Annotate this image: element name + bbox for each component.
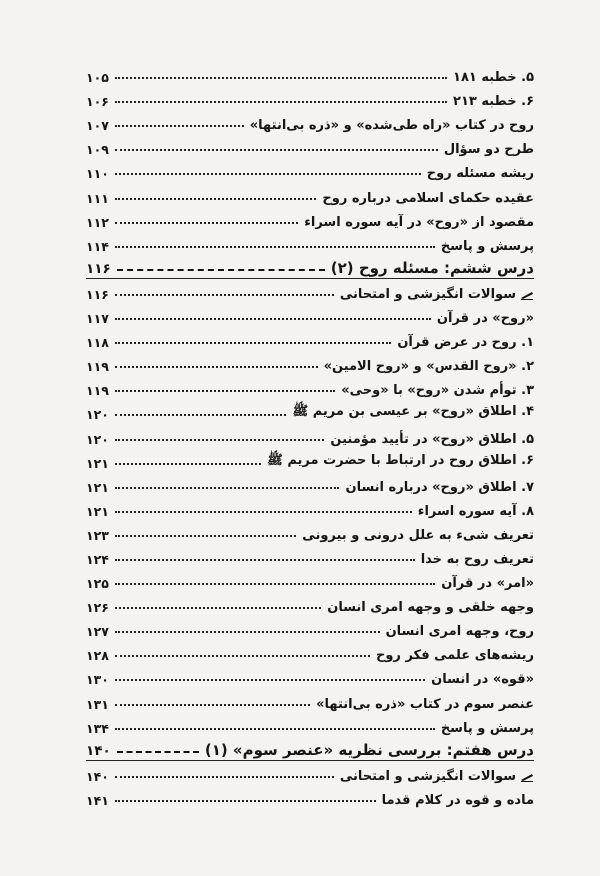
dot-leader bbox=[115, 439, 325, 441]
toc-entry bbox=[86, 279, 534, 303]
toc-entry bbox=[86, 448, 534, 472]
toc-page-number: ۱۱۸ bbox=[86, 335, 109, 351]
dot-leader bbox=[115, 390, 335, 392]
dot-leader bbox=[115, 511, 412, 513]
toc-entry bbox=[86, 231, 534, 255]
toc-entry-title: ۸. آیه سوره اسراء bbox=[417, 503, 534, 519]
toc-page-number: ۱۲۰ bbox=[86, 431, 109, 447]
toc-entry-title: ریشه‌های علمی فکر روح bbox=[375, 648, 534, 664]
dot-leader bbox=[115, 800, 376, 802]
toc-entry-title: درس ششم: مسئله روح (۲) bbox=[330, 258, 534, 277]
toc-page-number: ۱۲۱ bbox=[86, 455, 109, 471]
pen-note-icon bbox=[520, 289, 534, 299]
toc-page-number: ۱۱۶ bbox=[86, 260, 111, 277]
dot-leader bbox=[115, 198, 317, 200]
toc-entry-title: ریشه مسئله روح bbox=[426, 166, 534, 182]
toc-entry-title: ۶. اطلاق روح در ارتباط با حضرت مریم ﷺ bbox=[267, 452, 534, 468]
toc-page-number: ۱۱۶ bbox=[86, 286, 109, 302]
toc-page-number: ۱۰۷ bbox=[86, 118, 109, 134]
dot-leader bbox=[115, 318, 431, 320]
dot-leader bbox=[115, 776, 334, 778]
toc-entry bbox=[86, 327, 534, 351]
toc-entry-title: «روح» در قرآن bbox=[436, 311, 534, 327]
toc-entry bbox=[86, 207, 534, 231]
dot-leader bbox=[115, 77, 447, 79]
dot-leader bbox=[115, 679, 425, 681]
toc-entry-title: درس هفتم: بررسی نظریه «عنصر سوم» (۱) bbox=[204, 740, 534, 759]
toc-chapter-heading bbox=[86, 255, 534, 279]
toc-entry bbox=[86, 86, 534, 110]
toc-page-number: ۱۴۱ bbox=[86, 792, 109, 808]
toc-entry bbox=[86, 544, 534, 568]
toc-entry bbox=[86, 399, 534, 423]
toc-entry-title: وجهه خلقی و وجهه امری انسان bbox=[327, 600, 534, 616]
dot-leader bbox=[115, 125, 244, 127]
dot-leader bbox=[115, 728, 435, 730]
toc-entry-title: روح، وجهه امری انسان bbox=[385, 624, 534, 640]
toc-page-number: ۱۱۴ bbox=[86, 238, 109, 254]
dot-leader bbox=[115, 173, 421, 175]
toc-page-number: ۱۰۹ bbox=[86, 142, 109, 158]
toc-entry-title bbox=[340, 769, 534, 784]
toc-page-number: ۱۳۰ bbox=[86, 672, 109, 688]
toc-entry bbox=[86, 158, 534, 182]
dot-leader bbox=[115, 414, 287, 416]
dot-leader bbox=[115, 366, 318, 368]
toc-page-number: ۱۳۴ bbox=[86, 720, 109, 736]
toc-entry-title: روح در کتاب «راه طی‌شده» و «ذره بی‌انتها» bbox=[249, 118, 534, 134]
toc-entry-title: مقصود از «روح» در آیه سوره اسراء bbox=[304, 214, 534, 230]
toc-page-number: ۱۴۰ bbox=[86, 768, 109, 784]
dot-leader bbox=[115, 704, 310, 706]
table-of-contents bbox=[86, 62, 534, 809]
toc-page-number: ۱۲۳ bbox=[86, 527, 109, 543]
toc-entry bbox=[86, 496, 534, 520]
toc-page-number: ۱۲۸ bbox=[86, 648, 109, 664]
dot-leader bbox=[115, 607, 321, 609]
dot-leader bbox=[115, 535, 296, 537]
toc-entry-title: «امر» در قرآن bbox=[441, 576, 534, 592]
dot-leader bbox=[115, 655, 370, 657]
toc-page-number: ۱۱۷ bbox=[86, 311, 109, 327]
dot-leader bbox=[117, 751, 199, 753]
dot-leader bbox=[115, 487, 340, 489]
dot-leader bbox=[115, 559, 415, 561]
dot-leader bbox=[115, 101, 447, 103]
toc-page-number: ۱۲۴ bbox=[86, 551, 109, 567]
dot-leader bbox=[115, 631, 380, 633]
toc-entry-title: ماده و قوه در کلام قدما bbox=[381, 792, 534, 808]
toc-entry bbox=[86, 713, 534, 737]
toc-entry bbox=[86, 616, 534, 640]
toc-entry bbox=[86, 640, 534, 664]
toc-entry bbox=[86, 110, 534, 134]
pen-note-icon bbox=[520, 771, 534, 781]
toc-entry bbox=[86, 761, 534, 785]
toc-page-number: ۱۳۱ bbox=[86, 696, 109, 712]
toc-page-number: ۱۲۵ bbox=[86, 576, 109, 592]
toc-page-number: ۱۲۰ bbox=[86, 407, 109, 423]
dot-leader bbox=[115, 463, 261, 465]
dot-leader bbox=[115, 583, 435, 585]
toc-entry bbox=[86, 134, 534, 158]
toc-page-number: ۱۲۶ bbox=[86, 600, 109, 616]
toc-entry-title: ۳. توأم شدن «روح» با «وحی» bbox=[341, 383, 534, 399]
toc-entry-title: ۷. اطلاق «روح» درباره انسان bbox=[345, 479, 534, 495]
dot-leader bbox=[115, 342, 391, 344]
toc-entry-title: پرسش و پاسخ bbox=[440, 720, 534, 736]
toc-entry-title: تعریف روح به خدا bbox=[420, 551, 534, 567]
dot-leader bbox=[115, 222, 298, 224]
toc-entry bbox=[86, 592, 534, 616]
toc-entry bbox=[86, 351, 534, 375]
toc-page-number: ۱۰۶ bbox=[86, 94, 109, 110]
toc-entry bbox=[86, 62, 534, 86]
toc-page-number: ۱۲۷ bbox=[86, 624, 109, 640]
toc-entry bbox=[86, 520, 534, 544]
toc-page-number: ۱۱۹ bbox=[86, 383, 109, 399]
toc-entry bbox=[86, 182, 534, 206]
toc-entry-title: ۴. اطلاق «روح» بر عیسی بن مریم ﷺ bbox=[292, 404, 534, 420]
toc-entry-title: ۵. خطبه ۱۸۱ bbox=[453, 70, 534, 86]
toc-entry-title: تعریف شیء به علل درونی و بیرونی bbox=[302, 527, 534, 543]
toc-entry-title: پرسش و پاسخ bbox=[440, 238, 534, 254]
toc-entry bbox=[86, 664, 534, 688]
toc-entry-title: ۱. روح در عرض قرآن bbox=[397, 335, 534, 351]
toc-entry bbox=[86, 688, 534, 712]
toc-entry-title: طرح دو سؤال bbox=[443, 142, 534, 158]
toc-page-number: ۱۱۹ bbox=[86, 359, 109, 375]
dot-leader bbox=[115, 149, 438, 151]
toc-entry-title bbox=[340, 287, 534, 302]
toc-page-number: ۱۲۱ bbox=[86, 503, 109, 519]
toc-page-number: ۱۱۱ bbox=[86, 190, 109, 206]
toc-entry bbox=[86, 472, 534, 496]
toc-page-number: ۱۰۵ bbox=[86, 70, 109, 86]
toc-entry bbox=[86, 423, 534, 447]
toc-entry-title: عنصر سوم در کتاب «ذره بی‌انتها» bbox=[316, 696, 534, 712]
toc-entry bbox=[86, 785, 534, 809]
toc-page-number: ۱۲۱ bbox=[86, 479, 109, 495]
toc-entry-title: عقیده حکمای اسلامی درباره روح bbox=[322, 190, 534, 206]
dot-leader bbox=[115, 294, 334, 296]
toc-entry bbox=[86, 303, 534, 327]
toc-page-number: ۱۱۲ bbox=[86, 214, 109, 230]
toc-entry bbox=[86, 375, 534, 399]
toc-entry-title: ۶. خطبه ۲۱۳ bbox=[453, 94, 534, 110]
toc-page-number: ۱۱۰ bbox=[86, 166, 109, 182]
toc-entry-title: «قوه» در انسان bbox=[431, 672, 534, 688]
toc-chapter-heading bbox=[86, 737, 534, 761]
toc-entry-title: ۵. اطلاق «روح» در تأیید مؤمنین bbox=[330, 431, 534, 447]
toc-entry-text: سوالات انگیزشی و امتحانی bbox=[339, 768, 516, 784]
toc-entry-title: ۲. «روح القدس» و «روح الامین» bbox=[323, 359, 534, 375]
toc-entry bbox=[86, 568, 534, 592]
dot-leader bbox=[117, 269, 325, 271]
toc-page-number: ۱۴۰ bbox=[86, 742, 111, 759]
dot-leader bbox=[115, 246, 435, 248]
toc-entry-text: سوالات انگیزشی و امتحانی bbox=[339, 286, 516, 302]
